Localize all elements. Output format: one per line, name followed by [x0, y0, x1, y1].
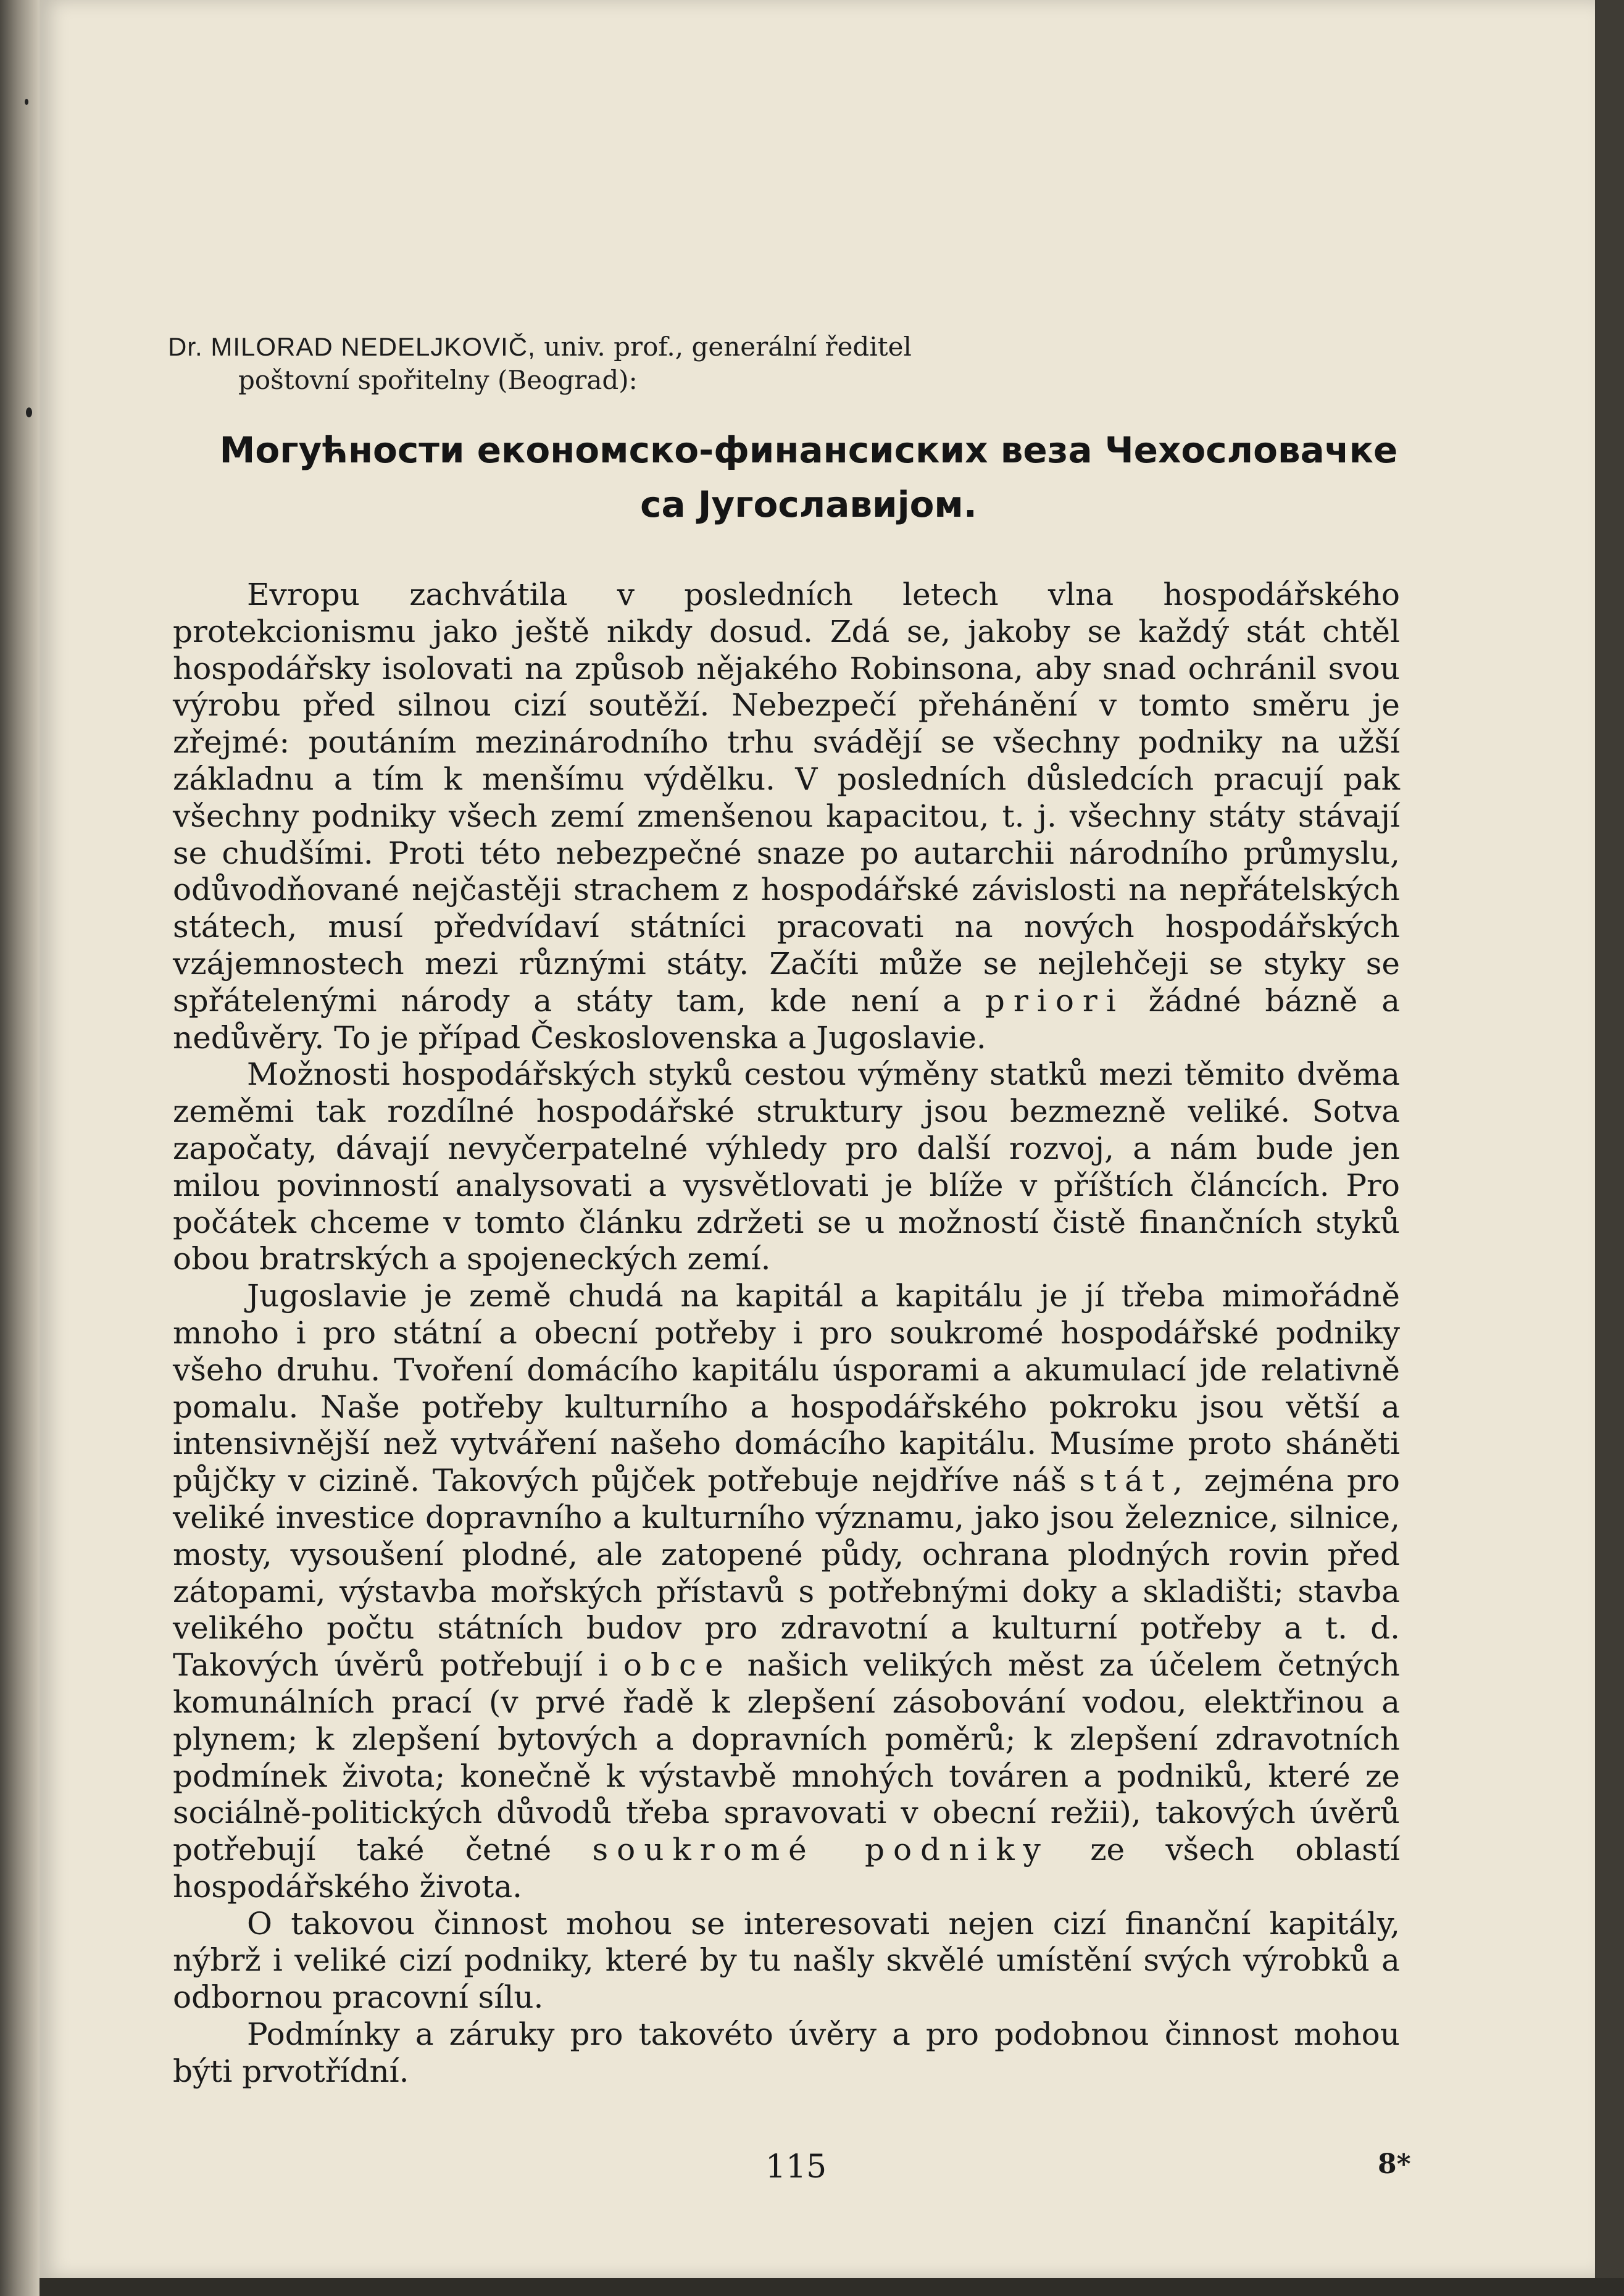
paragraph: Evropu zachvátila v posledních letech vlna hospodářského protekcionismu jako ještě nikdy dosud. Zdá se, jakoby se každý stát chtěl hospodářsky isolovati na způsob nějakého Robinsona, aby snad ochránil svou výrobu před silnou cizí soutěží. Nebezpečí přehánění v tomto směru je zřejmé: poutáním mezinárodního trhu svádějí se všechny podniky na užší základnu a tím k menšímu výdělku. V posledních důsledcích pracují pak všechny podniky všech zemí zmenšenou kapacitou, t. j. všechny státy stávají se chudšími. Proti této nebezpečné snaze po autarchii národního průmyslu, odůvodňované nejčastěji strachem z hospodářské závislosti na nepřátelských státech, musí předvídaví státníci pracovati na nových hospodářských vzájemnostech mezi různými státy. Začíti může se nejlehčeji se styky se spřátelenými národy a státy tam, kde není a priori žádné bázně a nedůvěry. To je případ Československa a Jugoslavie.: [173, 577, 1400, 1056]
article-body: [173, 577, 1400, 2090]
author-line: [168, 330, 1402, 364]
page-right-edge: [1595, 0, 1624, 2296]
spaced-emphasis: priori: [985, 982, 1125, 1019]
title-line-2: са Југославијом.: [640, 483, 977, 525]
author-name: Dr. MILORAD NEDELJKOVIČ,: [168, 332, 536, 361]
paragraph: Možnosti hospodářských styků cestou výměny statků mezi těmito dvěma zeměmi tak rozdílné hospodářské struktury jsou bezmezně veliké. Sotva započaty, dávají nevyčerpatelné výhledy pro další rozvoj, a nám bude jen milou povinností analysovati a vysvětlovati je blíže v příštích článcích. Pro počátek chceme v tomto článku zdržeti se u možností čistě finančních styků obou bratrských a spojeneckých zemí.: [173, 1056, 1400, 1277]
paragraph: Podmínky a záruky pro takovéto úvěry a pro podobnou činnost mohou býti prvotřídní.: [173, 2016, 1400, 2089]
paragraph: O takovou činnost mohou se interesovati nejen cizí finanční kapitály, nýbrž i veliké cizí podniky, které by tu našly skvělé umístění svých výrobků a odbornou pracovní sílu.: [173, 1905, 1400, 2016]
page-bottom-edge: [40, 2278, 1624, 2296]
author-institution: poštovní spořitelny (Beograd):: [238, 365, 638, 395]
title-line-1: Могућности економско-финансиских веза Чехословачке: [219, 429, 1398, 471]
paragraph: Jugoslavie je země chudá na kapitál a kapitálu je jí třeba mimořádně mnoho i pro státní a obecní potřeby i pro soukromé hospodářské podniky všeho druhu. Tvoření domácího kapitálu úsporami a akumulací jde relativně pomalu. Naše potřeby kulturního a hospodářského pokroku jsou větší a intensivnější než vytváření našeho domácího kapitálu. Musíme proto sháněti půjčky v cizině. Takových půjček potřebuje nejdříve náš stát, zejména pro veliké investice dopravního a kulturního významu, jako jsou železnice, silnice, mosty, vysoušení plodné, ale zatopené půdy, ochrana plodných rovin před zátopami, výstavba mořských přístavů s potřebnými doky a skladišti; stavba velikého počtu státních budov pro zdravotní a kulturní potřeby a t. d. Takových úvěrů potřebují i obce našich velikých měst za účelem četných komunálních prací (v prvé řadě k zlepšení zásobování vodou, elektřinou a plynem; k zlepšení bytových a dopravních poměrů; k zlepšení zdravotních podmínek života; konečně k výstavbě mnohých továren a podniků, které ze sociálně-politických důvodů třeba spravovati v obecní režii), takových úvěrů potřebují také četné soukromé podniky ze všech oblastí hospodářského života.: [173, 1278, 1401, 1905]
author-affiliation: univ. prof., generální ředitel: [544, 332, 912, 362]
article-title: [173, 423, 1444, 532]
spaced-emphasis: soukromé podniky: [592, 1832, 1049, 1868]
page-number: 115: [765, 2148, 827, 2185]
spaced-emphasis: stát,: [1079, 1463, 1191, 1499]
author-header: [168, 330, 1402, 397]
spaced-emphasis: obce: [623, 1647, 732, 1684]
binding-mark-top: [25, 99, 28, 105]
book-spine: [0, 0, 40, 2296]
binding-mark-bottom: [26, 407, 32, 417]
signature-mark: 8*: [1378, 2148, 1411, 2180]
